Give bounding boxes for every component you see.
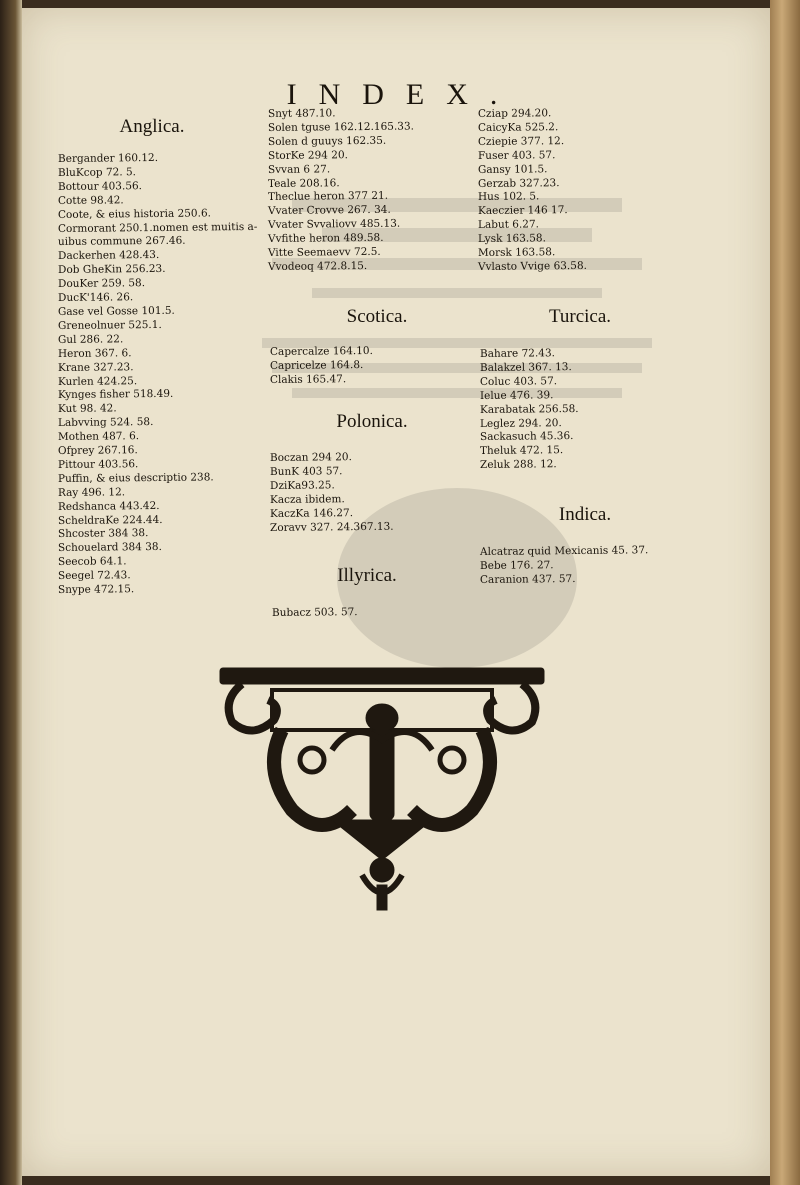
index-entry: Balakzel 367. 13.	[479, 360, 572, 374]
index-entry: Bergander 160.12.	[57, 151, 159, 165]
index-entry: Capricelze 164.8.	[269, 358, 364, 372]
index-entry: Alcatraz quid Mexicanis 45. 37.	[479, 544, 649, 558]
index-entry: Cziap 294.20.	[477, 107, 552, 120]
heading-polonica: Polonica.	[336, 411, 408, 432]
index-entry: Zoravv 327. 24.367.13.	[269, 520, 394, 534]
index-entry: ScheldraKe 224.44.	[57, 513, 163, 527]
index-entry: Gansy 101.5.	[477, 162, 548, 176]
heading-scotica: Scotica.	[346, 306, 408, 327]
index-entry: Cziepie 377. 12.	[477, 134, 565, 148]
index-entry: Zeluk 288. 12.	[479, 458, 557, 472]
index-entry: Boczan 294 20.	[269, 451, 352, 464]
index-entry: Bebe 176. 27.	[479, 559, 554, 572]
index-entry: Kynges fisher 518.49.	[57, 388, 174, 402]
index-entry: KaczKa 146.27.	[269, 506, 354, 520]
scotica-list	[270, 346, 373, 388]
index-entry: Vvater Svvaliovv 485.13.	[267, 217, 401, 232]
index-entry: Clakis 165.47.	[269, 373, 347, 386]
index-entry: Seecob 64.1.	[57, 555, 127, 569]
index-entry: Pittour 403.56.	[57, 458, 139, 471]
indica-list	[480, 546, 648, 588]
index-entry: Dob GheKin 256.23.	[57, 263, 166, 277]
anglica-list	[58, 153, 257, 598]
index-entry: Hus 102. 5.	[477, 190, 540, 204]
turcica-list	[480, 348, 579, 473]
index-entry: Kacza ibidem.	[269, 492, 345, 506]
column3-list	[478, 108, 587, 275]
index-entry: StorKe 294 20.	[267, 148, 349, 162]
index-entry: Kut 98. 42.	[57, 402, 117, 416]
index-entry: Vvater Crovve 267. 34.	[267, 204, 391, 218]
index-entry: Solen d guuys 162.35.	[267, 134, 387, 148]
heading-illyrica: Illyrica.	[337, 565, 397, 586]
index-entry: Bahare 72.43.	[479, 347, 556, 360]
index-entry: Theclue heron 377 21.	[267, 190, 389, 204]
index-entry: Snyt 487.10.	[267, 107, 336, 120]
index-entry: Fuser 403. 57.	[477, 148, 556, 162]
index-entry: Morsk 163.58.	[477, 246, 556, 260]
index-entry: Krane 327.23.	[57, 360, 134, 374]
index-entry: Dackerhen 428.43.	[57, 249, 160, 263]
index-entry: DziKa93.25.	[269, 479, 335, 492]
index-entry: Karabatak 256.58.	[479, 402, 579, 416]
index-entry: Redshanca 443.42.	[57, 499, 160, 513]
index-entry: Labut 6.27.	[477, 218, 540, 232]
index-entry: Coote, & eius historia 250.6.	[57, 207, 211, 221]
index-entry: CaicyKa 525.2.	[477, 121, 559, 134]
index-entry: Kaeczier 146 17.	[477, 204, 568, 218]
index-entry: DouKer 259. 58.	[57, 277, 146, 291]
index-entry: Greneolnuer 525.1.	[57, 318, 162, 332]
index-entry: Theluk 472. 15.	[479, 444, 564, 458]
index-entry: Vvlasto Vvige 63.58.	[477, 259, 587, 273]
index-entry: Gul 286. 22.	[57, 333, 124, 346]
index-entry: Coluc 403. 57.	[479, 375, 558, 388]
index-entry: Ielue 476. 39.	[479, 388, 554, 402]
heading-anglica: Anglica.	[119, 116, 185, 137]
index-entry: Shcoster 384 38.	[57, 527, 149, 541]
index-entry: DucK'146. 26.	[57, 291, 134, 305]
index-entry: Schouelard 384 38.	[57, 541, 162, 555]
index-entry: Vvodeoq 472.8.15.	[267, 259, 368, 273]
index-entry: Ofprey 267.16.	[57, 444, 138, 458]
index-entry: uibus commune 267.46.	[57, 235, 186, 249]
polonica-list	[270, 452, 394, 535]
index-entry: Solen tguse 162.12.165.33.	[267, 120, 415, 134]
heading-indica: Indica.	[558, 504, 612, 525]
heading-turcica: Turcica.	[548, 306, 612, 327]
index-entry: Seegel 72.43.	[57, 569, 131, 583]
index-entry: Caranion 437. 57.	[479, 572, 576, 586]
index-entry: BunK 403 57.	[269, 465, 343, 478]
page-title: INDEX.	[286, 78, 520, 111]
index-entry: Labvving 524. 58.	[57, 416, 154, 430]
index-entry: Bubacz 503. 57.	[271, 606, 358, 619]
book-page	[22, 8, 770, 1176]
index-entry: Heron 367. 6.	[57, 346, 132, 360]
column2-list	[268, 108, 414, 275]
index-entry: Gerzab 327.23.	[477, 176, 560, 190]
index-entry: Capercalze 164.10.	[269, 344, 373, 358]
index-entry: Leglez 294. 20.	[479, 416, 562, 430]
index-entry: Sackasuch 45.36.	[479, 430, 574, 444]
index-entry: Cotte 98.42.	[57, 194, 124, 207]
page-edge	[770, 0, 800, 1185]
index-entry: Puffin, & eius descriptio 238.	[57, 471, 214, 485]
index-entry: Svvan 6 27.	[267, 162, 331, 176]
index-entry: Vitte Seemaevv 72.5.	[267, 245, 381, 260]
binding-shadow	[0, 0, 22, 1185]
index-entry: Kurlen 424.25.	[57, 374, 138, 388]
index-entry: Gase vel Gosse 101.5.	[57, 304, 175, 318]
index-entry: Lysk 163.58.	[477, 232, 546, 246]
index-entry: Mothen 487. 6.	[57, 430, 140, 444]
index-entry: Bottour 403.56.	[57, 179, 143, 193]
index-entry: Teale 208.16.	[267, 176, 340, 190]
index-entry: Snype 472.15.	[57, 583, 135, 597]
index-entry: Cormorant 250.1.nomen est muitis a-	[57, 220, 258, 235]
index-entry: Vvfithe heron 489.58.	[267, 231, 384, 246]
woodcut-ornament	[212, 660, 552, 920]
index-entry: Ray 496. 12.	[57, 486, 126, 499]
index-entry: BluKcop 72. 5.	[57, 166, 137, 179]
illyrica-list	[272, 607, 358, 621]
